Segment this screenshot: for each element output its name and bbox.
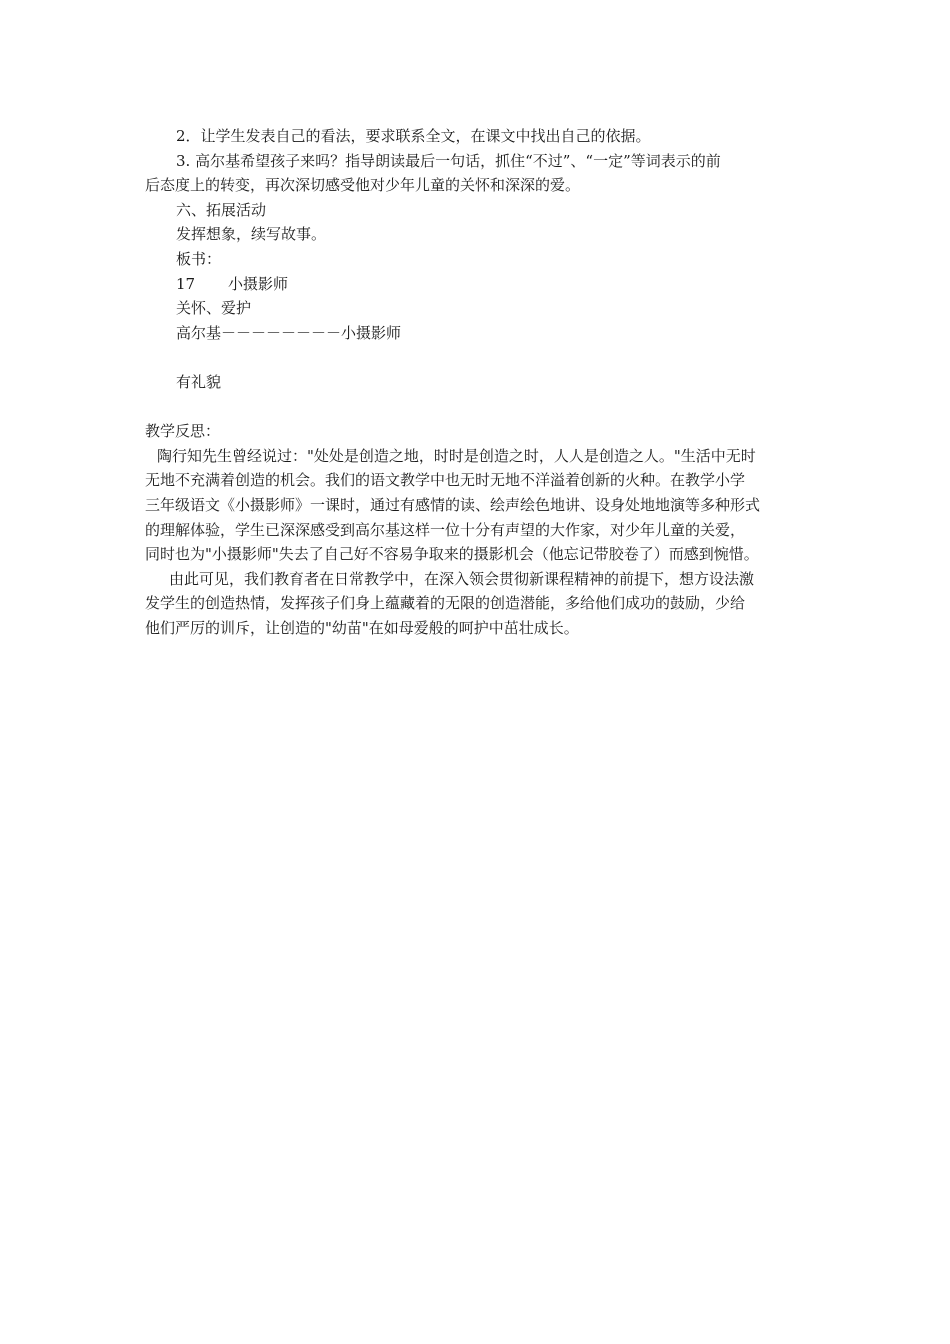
blank-line <box>145 395 815 420</box>
reflection-paragraph-2 <box>145 567 815 641</box>
board-title-line <box>145 272 815 297</box>
paragraph-line: 的理解体验，学生已深深感受到高尔基这样一位十分有声望的大作家，对少年儿童的关爱， <box>145 520 746 539</box>
text-line-step-3: 3. 高尔基希望孩子来吗？指导朗读最后一句话，抓住“不过”、“一定”等词表示的前 <box>176 151 721 170</box>
text-line-step-2: 2．让学生发表自己的看法，要求联系全文，在课文中找出自己的依据。 <box>176 127 651 145</box>
paragraph-line: 三年级语文《小摄影师》一课时，通过有感情的读、绘声绘色地讲、设身处地地演等多种形式 <box>145 495 761 514</box>
paragraph-line: 同时也为"小摄影师"失去了自己好不容易争取来的摄影机会（他忘记带胶卷了）而感到惋惜。 <box>145 545 759 564</box>
paragraph-line: 由此可见，我们教育者在日常教学中，在深入领会贯彻新课程精神的前提下，想方设法激 <box>169 569 755 588</box>
paragraph-line: 他们严厉的训斥，让创造的"幼苗"在如母爱般的呵护中茁壮成长。 <box>145 618 579 637</box>
paragraph-line: 陶行知先生曾经说过："处处是创造之地，时时是创造之时，人人是创造之人。"生活中无时 <box>157 446 756 465</box>
paragraph-line: 无地不充满着创造的机会。我们的语文教学中也无时无地不洋溢着创新的火种。在教学小学 <box>145 471 746 490</box>
section-heading-extension: 六、拓展活动 <box>176 200 267 219</box>
board-line-polite: 有礼貌 <box>176 372 222 391</box>
paragraph-line: 发学生的创造热情，发挥孩子们身上蕴藏着的无限的创造潜能，多给他们成功的鼓励，少给 <box>145 594 746 613</box>
blank-line <box>145 345 815 370</box>
board-line-gorky: 高尔基－－－－－－－－小摄影师 <box>176 323 402 342</box>
reflection-paragraph-1 <box>145 444 815 567</box>
board-label: 板书： <box>176 249 222 268</box>
lesson-number: 17 <box>176 274 196 293</box>
board-line-care: 关怀、爱护 <box>176 299 252 318</box>
document-content <box>145 124 815 640</box>
reflection-heading: 教学反思： <box>145 422 221 441</box>
text-line-step-3-cont: 后态度上的转变，再次深切感受他对少年儿童的关怀和深深的爱。 <box>145 176 581 195</box>
text-line-activity: 发挥想象，续写故事。 <box>176 225 327 244</box>
lesson-title: 小摄影师 <box>228 274 289 293</box>
